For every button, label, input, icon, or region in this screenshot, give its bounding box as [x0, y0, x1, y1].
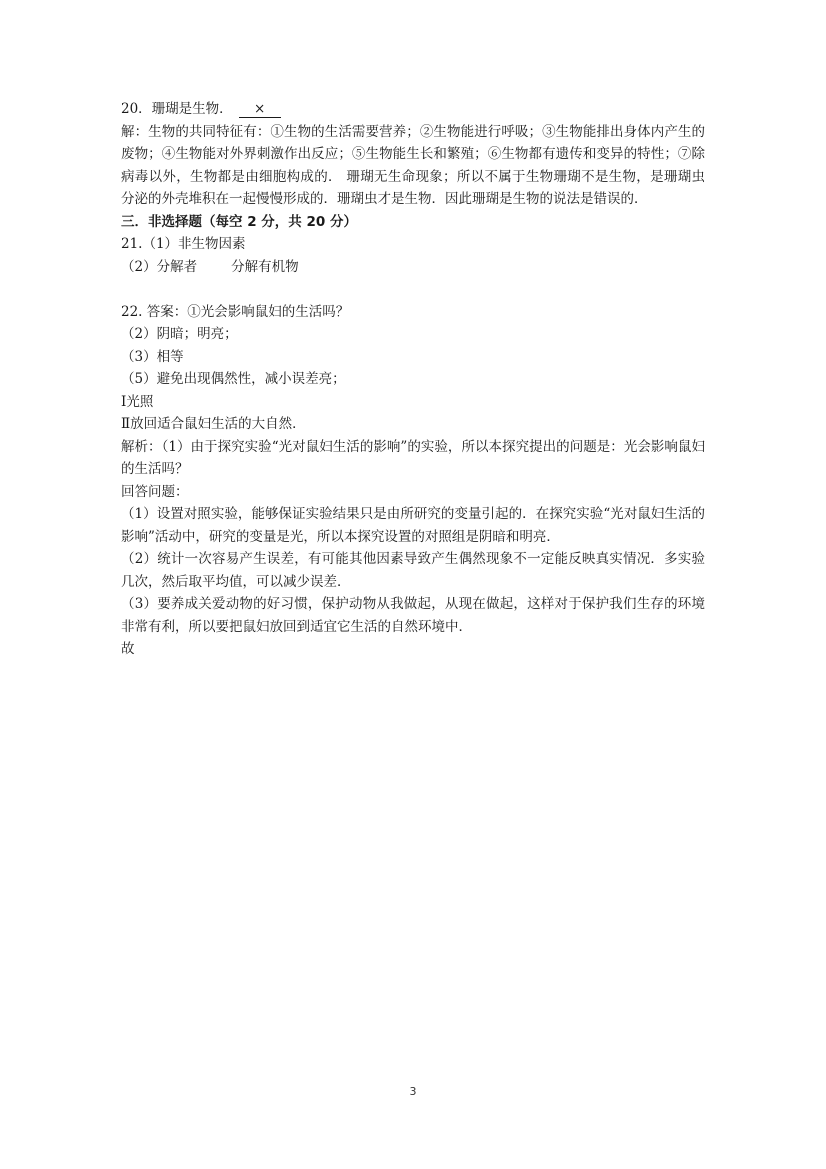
question-22-reason-1: （1）设置对照实验，能够保证实验结果只是由所研究的变量引起的．在探究实验“光对鼠妇生活的影响”活动中，研究的变量是光，所以本探究设置的对照组是阴暗和明亮． [121, 506, 705, 545]
section-3-heading: 三．非选择题（每空 2 分，共 20 分） [121, 213, 357, 230]
question-20-answer: × [239, 101, 281, 118]
question-22-end: 故 [121, 641, 135, 657]
question-22-reason-2: （2）统计一次容易产生误差，有可能其他因素导致产生偶然现象不一定能反映真实情况．多实验几次，然后取平均值，可以减少误差． [121, 551, 705, 590]
question-22-answer-2: （2）阴暗；明亮； [121, 326, 238, 342]
question-21-line-1: 21.（1）非生物因素 [121, 236, 246, 252]
question-21-answer-a: （2）分解者 [121, 258, 198, 275]
question-20-statement [121, 98, 705, 121]
question-22-roman-2: Ⅱ放回适合鼠妇生活的大自然． [121, 416, 306, 432]
question-22-analysis: 解析：（1）由于探究实验“光对鼠妇生活的影响”的实验，所以本探究提出的问题是：光会影响鼠妇的生活吗？ [121, 438, 705, 477]
document-body [121, 98, 705, 661]
page-number: 3 [409, 1085, 417, 1098]
question-21-answer-b: 分解有机物 [231, 258, 299, 275]
question-22-answer-line: 22. 答案：①光会影响鼠妇的生活吗？ [121, 303, 350, 320]
question-22-roman-1: Ⅰ光照 [121, 393, 154, 410]
question-21-line-2 [121, 256, 705, 279]
question-20-explanation: 解：生物的共同特征有：①生物的生活需要营养；②生物能进行呼吸；③生物能排出身体内产生的废物；④生物能对外界刺激作出反应；⑤生物能生长和繁殖；⑥生物都有遗传和变异的特性；⑦除病毒以外，生物都是由细胞构成的． 珊瑚无生命现象；所以不属于生物珊瑚不是生物，是珊瑚虫分泌的外壳堆积在一起慢慢形成的．珊瑚虫才是生物．因此珊瑚是生物的说法是错误的． [121, 123, 705, 207]
spacer [121, 278, 705, 301]
question-22-answer-3: （3）相等 [121, 348, 184, 365]
question-22-answer-questions: 回答问题： [121, 483, 189, 500]
question-22-reason-3: （3）要养成关爱动物的好习惯，保护动物从我做起，从现在做起，这样对于保护我们生存的环境非常有利，所以要把鼠妇放回到适宜它生活的自然环境中． [121, 596, 705, 635]
question-20-text: 20．珊瑚是生物． [121, 101, 233, 117]
question-22-answer-5: （5）避免出现偶然性，减小误差亮； [121, 371, 346, 387]
